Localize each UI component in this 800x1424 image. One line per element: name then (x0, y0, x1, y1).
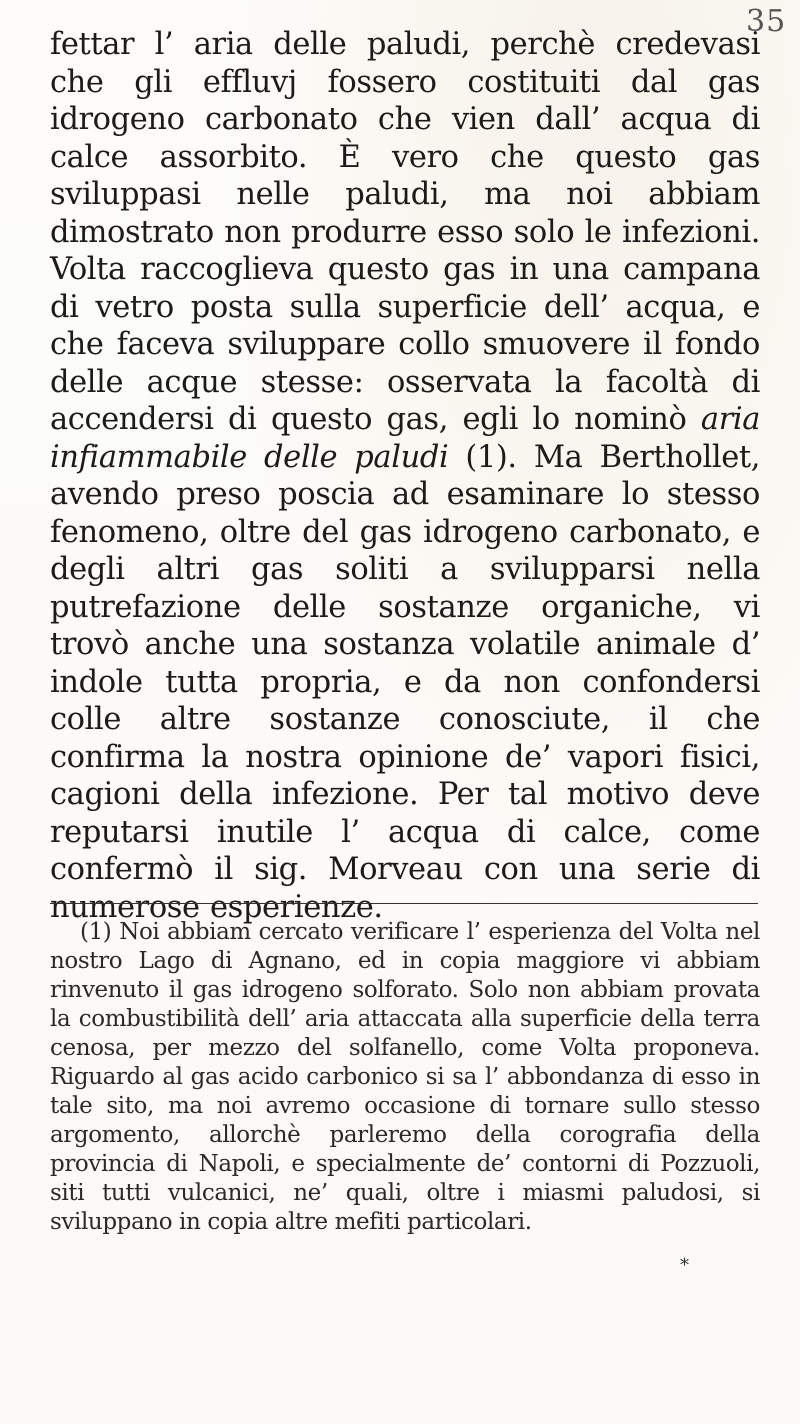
main-text (50, 26, 760, 926)
main-text-part-1: fettar l’ aria delle paludi, perchè credevasi che gli effluvj fossero costituiti dal gas idrogeno carbonato che vien dall’ acqua di calce assorbito. È vero che questo gas sviluppasi nelle paludi, ma noi abbiam dimostrato non produrre esso solo le infezioni. Volta raccoglieva questo gas in una campana di vetro posta sulla superficie dell’ acqua, e che faceva sviluppare collo smuovere il fondo delle acque stesse: osservata la facoltà di accendersi di questo gas, egli lo nominò (50, 27, 760, 437)
footnote: (1) Noi abbiam cercato verificare l’ esperienza del Volta nel nostro Lago di Agnano, ed in copia maggiore vi abbiam rinvenuto il gas idrogeno solforato. Solo non abbiam provata la combustibilità dell’ aria attaccata alla superficie della terra cenosa, per mezzo del solfanello, come Volta proponeva. Riguardo al gas acido carbonico si sa l’ abbondanza di esso in tale sito, ma noi avremo occasione di tornare sullo stesso argomento, allorchè parleremo della corografia della provincia di Napoli, e specialmente de’ contorni di Pozzuoli, siti tutti vulcanici, ne’ quali, oltre i miasmi paludosi, si sviluppano in copia altre mefiti particolari. (50, 919, 760, 1235)
italic-term: aria infiammabile delle paludi (50, 402, 761, 475)
main-text-part-2: (1). Ma Berthollet, avendo preso poscia ad esaminare lo stesso fenomeno, oltre del gas idrogeno carbonato, e degli altri gas soliti a svilupparsi nella putrefazione delle sostanze organiche, vi trovò anche una sostanza volatile animale d’ indole tutta propria, e da non confondersi colle altre sostanze conosciute, il che confirma la nostra opinione de’ vapori fisici, cagioni della infezione. Per tal motivo deve reputarsi inutile l’ acqua di calce, come confermò il sig. Morveau con una serie di numerose esperienze. (50, 439, 760, 925)
page-number: 35 (746, 4, 787, 39)
signature-mark: * (680, 1255, 689, 1276)
footnote-divider (50, 903, 758, 904)
